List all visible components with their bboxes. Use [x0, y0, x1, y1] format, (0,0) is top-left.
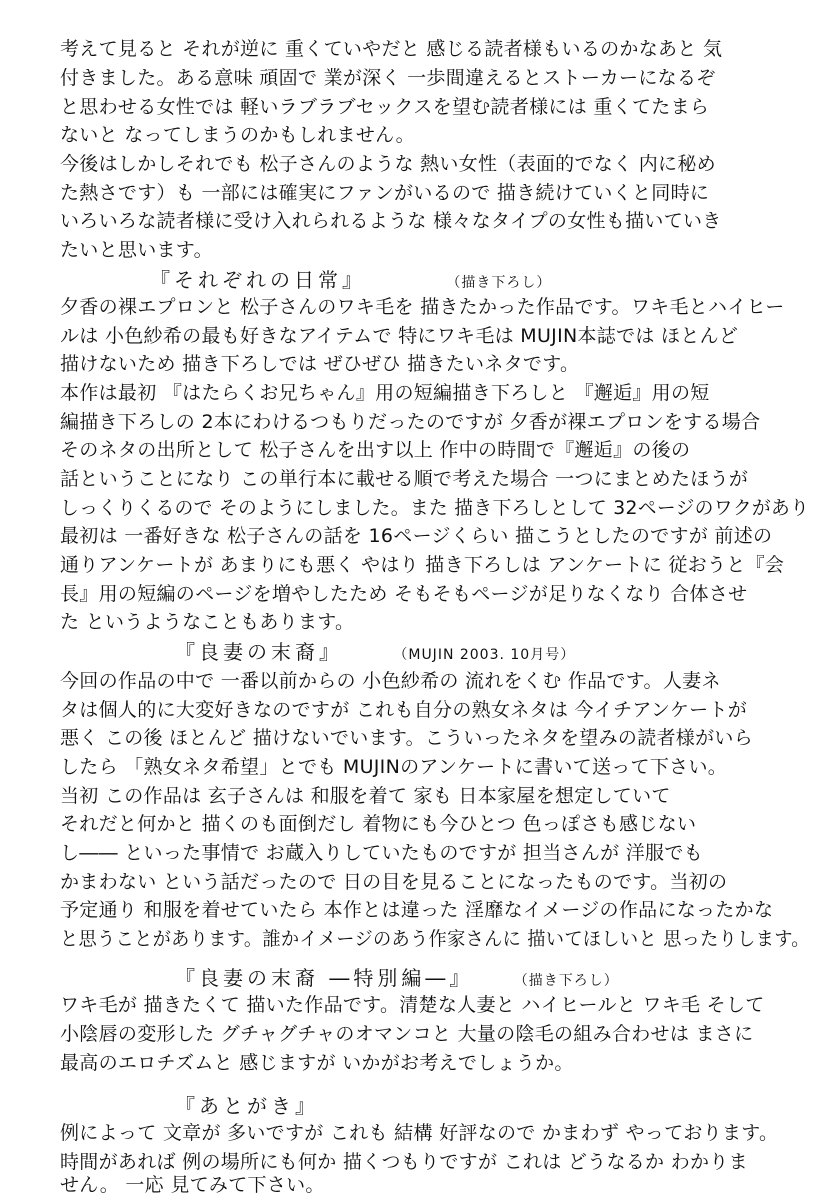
section-title: 『それぞれの日常』	[150, 268, 366, 292]
text-line: 夕香の裸エプロンと 松子さんのワキ毛を 描きたかった作品です。ワキ毛とハイヒー	[60, 296, 785, 318]
text-line: 考えて見ると それが逆に 重くていやだと 感じる読者様もいるのかなあと 気	[60, 38, 723, 60]
text-line: と思うことがあります。誰かイメージのあう作家さんに 描いてほしいと 思ったりします。	[60, 928, 810, 950]
section-title: 『良妻の末裔』	[175, 640, 343, 664]
text-line: 時間があれば 例の場所にも何か 描くつもりですが これは どうなるか わかりま	[60, 1151, 748, 1173]
text-line: いろいろな読者様に受け入れられるような 様々なタイプの女性も描いていき	[60, 210, 722, 232]
text-line: それだと何かと 描くのも面倒だし 着物にも今ひとつ 色っぽさも感じない	[60, 813, 697, 835]
text-line: タは個人的に大変好きなのですが これも自分の熟女ネタは 今イチアンケートが	[60, 699, 748, 721]
text-line: ないと なってしまうのかもしれません。	[60, 124, 415, 146]
text-line: 最高のエロチズムと 感じますが いかがお考えでしょうか。	[60, 1052, 574, 1074]
text-line: 予定通り 和服を着せていたら 本作とは違った 淫靡なイメージの作品になったかな	[60, 899, 774, 921]
text-line: 今後はしかしそれでも 松子さんのような 熱い女性（表面的でなく 内に秘め	[60, 153, 716, 175]
section-heading	[175, 1090, 319, 1119]
text-line: 描けないため 描き下ろしでは ぜひぜひ 描きたいネタです。	[60, 353, 580, 375]
section-note: （描き下ろし）	[513, 973, 619, 989]
text-line: そのネタの出所として 松子さんを出す以上 作中の時間で『邂逅』の後の	[60, 439, 691, 461]
section-note: （MUJIN 2003. 10月号）	[393, 647, 576, 663]
section-title: 『良妻の末裔 ―特別編―』	[175, 966, 474, 990]
section-heading	[175, 636, 575, 665]
text-line: しっくりくるので そのようにしました。また 描き下ろしとして 32ページのワクがあり	[60, 497, 810, 519]
text-line: た熱さです）も 一部には確実にファンがいるので 描き続けていくと同時に	[60, 182, 710, 204]
text-line: と思わせる女性では 軽いラブラブセックスを望む読者様には 重くてたまら	[60, 96, 710, 118]
text-line: 今回の作品の中で 一番以前からの 小色紗希の 流れをくむ 作品です。人妻ネ	[60, 670, 721, 692]
text-line: 編描き下ろしの 2本にわけるつもりだったのですが 夕香が裸エプロンをする場合	[60, 411, 761, 433]
text-line: 本作は最初 『はたらくお兄ちゃん』用の短編描き下ろしと 『邂逅』用の短	[60, 382, 710, 404]
section-note: （描き下ろし）	[446, 275, 552, 291]
text-line: 付きました。ある意味 頑固で 業が深く 一歩間違えるとストーカーになるぞ	[60, 67, 716, 89]
text-line: 最初は 一番好きな 松子さんの話を 16ページくらい 描こうとしたのですが 前述の	[60, 525, 773, 547]
text-line: 悪く この後 ほとんど 描けないでいます。こういったネタを望みの読者様がいら	[60, 727, 754, 749]
text-line: せん。 一応 見てみて下さい。	[60, 1174, 325, 1196]
section-heading	[150, 264, 551, 293]
section-heading	[175, 962, 619, 991]
text-line: 通りアンケートが あまりにも悪く やはり 描き下ろしは アンケートに 従おうと『会	[60, 554, 785, 576]
text-line: かまわない という話だったので 日の目を見ることになったものです。当初の	[60, 871, 728, 893]
text-line: 例によって 文章が 多いですが これも 結構 好評なので かまわず やっております。	[60, 1122, 779, 1144]
text-line: したら 「熟女ネタ希望」とでも MUJINのアンケートに書いて送って下さい。	[60, 756, 728, 778]
text-line: ワキ毛が 描きたくて 描いた作品です。清楚な人妻と ハイヒールと ワキ毛 そして	[60, 994, 765, 1016]
text-line: 長』用の短編のページを増やしたため そもそもページが足りなくなり 合体させ	[60, 583, 748, 605]
text-line: 話ということになり この単行本に載せる順で考えた場合 一つにまとめたほうが	[60, 468, 749, 490]
text-line: し―― といった事情で お蔵入りしていたものですが 担当さんが 洋服でも	[60, 842, 703, 864]
section-title: 『あとがき』	[175, 1094, 319, 1118]
text-line: 小陰唇の変形した グチャグチャのオマンコと 大量の陰毛の組み合わせは まさに	[60, 1023, 754, 1045]
text-line: 当初 この作品は 玄子さんは 和服を着て 家も 日本家屋を想定していて	[60, 785, 671, 807]
text-line: た というようなこともあります。	[60, 611, 355, 633]
text-line: たいと思います。	[60, 239, 213, 261]
text-line: ルは 小色紗希の最も好きなアイテムで 特にワキ毛は MUJIN本誌では ほとんど	[60, 325, 739, 347]
